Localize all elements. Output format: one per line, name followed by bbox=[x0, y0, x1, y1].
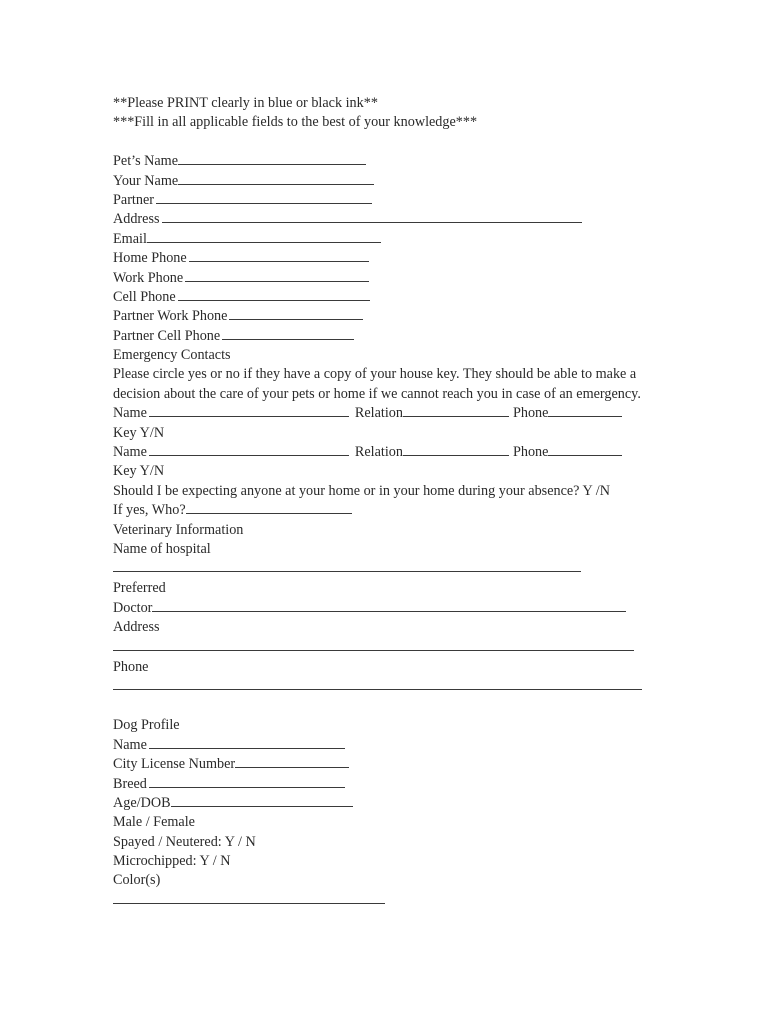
colors-label: Color(s) bbox=[113, 872, 161, 889]
partner-work-phone-field[interactable] bbox=[229, 307, 363, 320]
contact-2-name-label: Name bbox=[113, 444, 147, 461]
pets-name-row bbox=[113, 152, 673, 171]
dog-name-label: Name bbox=[113, 736, 147, 753]
vet-address-label-row bbox=[113, 618, 673, 637]
age-row bbox=[113, 794, 673, 813]
spayed-row bbox=[113, 833, 673, 852]
vet-heading bbox=[113, 521, 673, 540]
contact-1-name-label: Name bbox=[113, 405, 147, 422]
pet-sitting-form bbox=[113, 94, 673, 911]
partner-row bbox=[113, 191, 673, 210]
hospital-label-row bbox=[113, 540, 673, 559]
your-name-row bbox=[113, 172, 673, 191]
colors-label-row bbox=[113, 871, 673, 890]
absence-who-label: If yes, Who? bbox=[113, 502, 186, 519]
dog-heading-text: Dog Profile bbox=[113, 717, 180, 734]
contact-2-relation-field[interactable] bbox=[403, 443, 509, 456]
home-phone-label: Home Phone bbox=[113, 250, 187, 267]
address-field[interactable] bbox=[162, 210, 582, 223]
address-row bbox=[113, 210, 673, 229]
vet-address-label: Address bbox=[113, 619, 160, 636]
contact-1-phone-field[interactable] bbox=[548, 404, 622, 417]
hospital-label: Name of hospital bbox=[113, 541, 211, 558]
spacer bbox=[113, 697, 673, 716]
emergency-heading bbox=[113, 346, 673, 365]
email-label: Email bbox=[113, 230, 147, 247]
doctor-label: Doctor bbox=[113, 599, 153, 616]
license-field[interactable] bbox=[235, 755, 349, 768]
email-field[interactable] bbox=[147, 230, 381, 243]
dog-heading bbox=[113, 716, 673, 735]
work-phone-row bbox=[113, 269, 673, 288]
instruction-fill-text: ***Fill in all applicable fields to the best of your knowledge*** bbox=[113, 114, 478, 131]
spacer bbox=[113, 133, 673, 152]
microchipped-options[interactable]: Microchipped: Y / N bbox=[113, 853, 231, 870]
absence-who-field[interactable] bbox=[186, 501, 352, 514]
doctor-row bbox=[113, 599, 673, 618]
address-label: Address bbox=[113, 211, 160, 228]
absence-question-text: Should I be expecting anyone at your home or in your home during your absence? Y /N bbox=[113, 482, 610, 499]
contact-1-key bbox=[113, 424, 673, 443]
emergency-contact-2 bbox=[113, 443, 673, 462]
sex-options[interactable]: Male / Female bbox=[113, 814, 195, 831]
microchipped-row bbox=[113, 852, 673, 871]
vet-phone-label: Phone bbox=[113, 658, 149, 675]
your-name-label: Your Name bbox=[113, 172, 179, 189]
work-phone-label: Work Phone bbox=[113, 269, 184, 286]
doctor-field[interactable] bbox=[152, 599, 626, 612]
dog-name-field[interactable] bbox=[149, 736, 345, 749]
partner-cell-phone-label: Partner Cell Phone bbox=[113, 327, 221, 344]
license-row bbox=[113, 755, 673, 774]
emergency-contact-1 bbox=[113, 404, 673, 423]
colors-field[interactable] bbox=[113, 903, 385, 904]
contact-2-key-text[interactable]: Key Y/N bbox=[113, 463, 165, 480]
contact-2-relation-label: Relation bbox=[354, 444, 403, 461]
absence-who-row bbox=[113, 501, 673, 520]
breed-field[interactable] bbox=[149, 775, 345, 788]
instruction-print bbox=[113, 94, 673, 113]
contact-2-phone-field[interactable] bbox=[548, 443, 622, 456]
your-name-field[interactable] bbox=[178, 172, 374, 185]
email-row bbox=[113, 230, 673, 249]
dog-name-row bbox=[113, 736, 673, 755]
preferred-row bbox=[113, 579, 673, 598]
contact-1-relation-label: Relation bbox=[354, 405, 403, 422]
cell-phone-field[interactable] bbox=[178, 288, 370, 301]
partner-field[interactable] bbox=[156, 191, 372, 204]
partner-cell-phone-field[interactable] bbox=[222, 327, 354, 340]
contact-1-name-field[interactable] bbox=[149, 404, 349, 417]
age-label: Age/DOB bbox=[113, 794, 171, 811]
home-phone-row bbox=[113, 249, 673, 268]
vet-phone-label-row bbox=[113, 658, 673, 677]
hospital-field[interactable] bbox=[113, 571, 581, 572]
contact-1-key-text[interactable]: Key Y/N bbox=[113, 424, 165, 441]
instruction-fill bbox=[113, 113, 673, 132]
contact-2-key bbox=[113, 462, 673, 481]
contact-2-phone-label: Phone bbox=[512, 444, 549, 461]
partner-work-phone-label: Partner Work Phone bbox=[113, 308, 228, 325]
vet-heading-text: Veterinary Information bbox=[113, 521, 244, 538]
emergency-heading-text: Emergency Contacts bbox=[113, 347, 231, 364]
sex-row bbox=[113, 813, 673, 832]
vet-phone-field[interactable] bbox=[113, 689, 642, 690]
home-phone-field[interactable] bbox=[189, 249, 369, 262]
vet-address-field[interactable] bbox=[113, 650, 634, 651]
contact-2-name-field[interactable] bbox=[149, 443, 349, 456]
preferred-label: Preferred bbox=[113, 580, 166, 597]
license-label: City License Number bbox=[113, 756, 236, 773]
cell-phone-row bbox=[113, 288, 673, 307]
emergency-instructions: Please circle yes or no if they have a copy of your house key. They should be able to make a decision about the care of your pets or home if we cannot reach you in case of an emergency. bbox=[113, 366, 641, 402]
pets-name-label: Pet’s Name bbox=[113, 153, 179, 170]
partner-work-phone-row bbox=[113, 307, 673, 326]
age-field[interactable] bbox=[171, 794, 353, 807]
contact-1-phone-label: Phone bbox=[512, 405, 549, 422]
absence-question bbox=[113, 482, 673, 501]
partner-label: Partner bbox=[113, 191, 154, 208]
work-phone-field[interactable] bbox=[185, 269, 369, 282]
cell-phone-label: Cell Phone bbox=[113, 288, 176, 305]
spayed-options[interactable]: Spayed / Neutered: Y / N bbox=[113, 833, 256, 850]
partner-cell-phone-row bbox=[113, 327, 673, 346]
contact-1-relation-field[interactable] bbox=[403, 404, 509, 417]
pets-name-field[interactable] bbox=[178, 152, 366, 165]
breed-row bbox=[113, 775, 673, 794]
instruction-print-text: **Please PRINT clearly in blue or black ink** bbox=[113, 95, 378, 111]
breed-label: Breed bbox=[113, 775, 147, 792]
